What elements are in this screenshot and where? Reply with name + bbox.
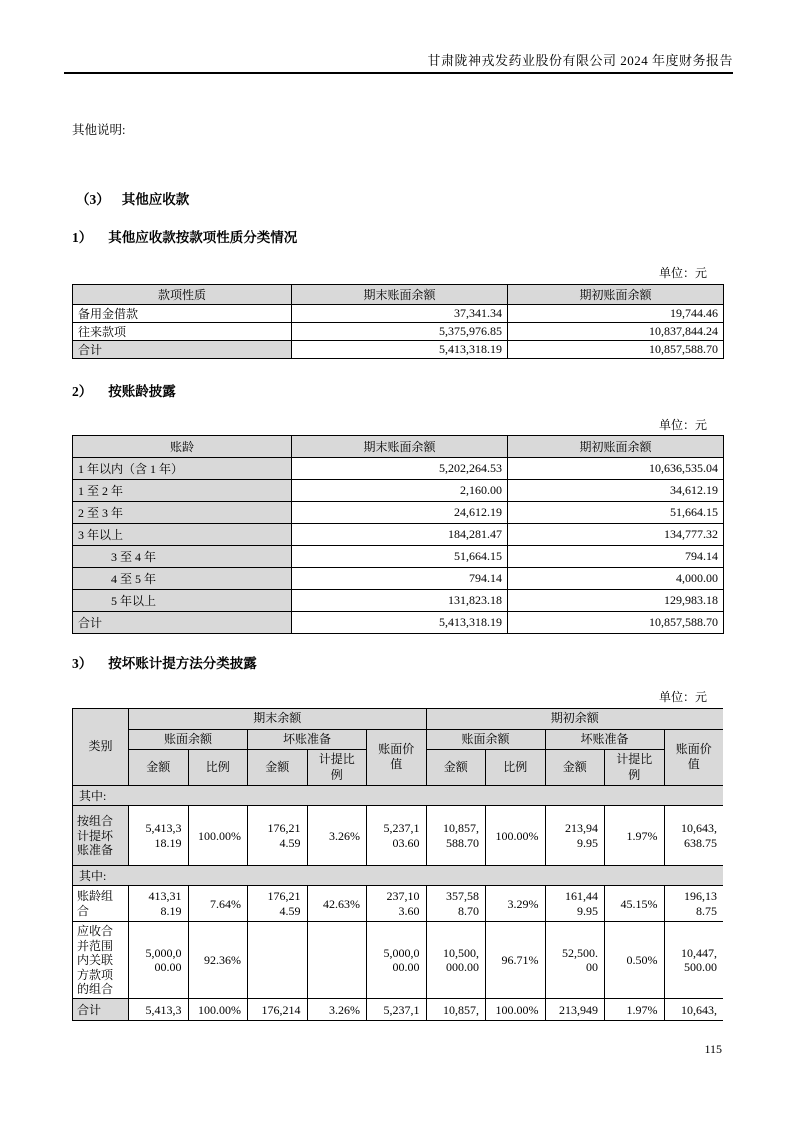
col-header-book-value: 账面价值 (367, 729, 427, 786)
table-cell: 2 至 3 年 (73, 502, 292, 524)
section-title: 其他应收款 (121, 192, 190, 207)
table-row (73, 458, 724, 480)
table-row (73, 480, 724, 502)
table-cell: 52,500.00 (545, 922, 605, 999)
table-header-row (73, 709, 724, 730)
table-cell: 100.00% (188, 806, 248, 866)
table-by-nature (72, 284, 724, 359)
table-cell: 134,777.32 (508, 524, 724, 546)
col-header-beginning-group: 期初余额 (426, 709, 723, 730)
col-header-amount: 金额 (248, 750, 308, 786)
unit-label: 单位：元 (658, 418, 707, 432)
subsection-marker: 3） (72, 656, 93, 671)
table-cell: 196,138.75 (664, 886, 723, 922)
table-cell: 7.64% (188, 886, 248, 922)
table-cell: 100.00% (188, 999, 248, 1021)
table-total-row (73, 999, 724, 1021)
col-header-amount: 金额 (129, 750, 189, 786)
table-divider-row (73, 866, 724, 886)
table-cell: 10,857, (426, 999, 486, 1021)
table-row (73, 546, 724, 568)
col-header-provision-ratio: 计提比例 (605, 750, 665, 786)
page-number: 115 (704, 1042, 722, 1056)
table-cell: 5,237,103.60 (367, 806, 427, 866)
table-cell: 96.71% (486, 922, 546, 999)
table-cell: 161,449.95 (545, 886, 605, 922)
table-header-row (73, 436, 724, 458)
col-header-provision-ratio: 计提比例 (307, 750, 367, 786)
table-cell: 1.97% (605, 999, 665, 1021)
col-header-beginning-balance: 期初账面余额 (508, 436, 724, 458)
table-cell: 176,214.59 (248, 886, 308, 922)
table-cell: 3.26% (307, 806, 367, 866)
table-cell: 176,214.59 (248, 806, 308, 866)
table-cell: 129,983.18 (508, 590, 724, 612)
unit-label: 单位：元 (658, 266, 707, 280)
subsection-marker: 2） (72, 384, 93, 399)
col-header-book-value: 账面价值 (664, 729, 723, 786)
table-cell: 3 至 4 年 (73, 546, 292, 568)
table-cell: 合计 (73, 999, 129, 1021)
table-row (73, 323, 724, 341)
table-cell: 413,318.19 (129, 886, 189, 922)
table-cell: 5 年以上 (73, 590, 292, 612)
table-by-aging (72, 435, 724, 634)
subsection-title: 按账龄披露 (108, 384, 176, 399)
table-cell: 176,214 (248, 999, 308, 1021)
table-cell: 213,949.95 (545, 806, 605, 866)
unit-label: 单位：元 (658, 690, 707, 704)
table-cell: 10,500,000.00 (426, 922, 486, 999)
table-cell: 5,413,3 (129, 999, 189, 1021)
table-cell: 42.63% (307, 886, 367, 922)
subsection-title: 其他应收款按款项性质分类情况 (108, 230, 298, 245)
table-row (73, 568, 724, 590)
table-cell: 37,341.34 (292, 305, 508, 323)
table-cell: 1 至 2 年 (73, 480, 292, 502)
subsection-heading-by-aging (72, 380, 176, 400)
section-marker: （3） (76, 192, 110, 207)
table-cell: 1.97% (605, 806, 665, 866)
col-header-beginning-balance: 期初账面余额 (508, 285, 724, 305)
table-cell: 357,588.70 (426, 886, 486, 922)
subsection-heading-by-nature (72, 226, 297, 246)
table-cell: 其中: (73, 786, 724, 806)
table-header-row (73, 729, 724, 750)
table-cell: 237,103.60 (367, 886, 427, 922)
page-header-title: 甘肃陇神戎发药业股份有限公司 2024 年度财务报告 (427, 53, 733, 68)
table-cell (248, 922, 308, 999)
table-row (73, 886, 724, 922)
table-cell: 24,612.19 (292, 502, 508, 524)
table-row (73, 524, 724, 546)
table-cell: 5,375,976.85 (292, 323, 508, 341)
table-cell: 100.00% (486, 806, 546, 866)
table-cell (307, 922, 367, 999)
table-row (73, 590, 724, 612)
table-cell: 19,744.46 (508, 305, 724, 323)
table-cell: 合计 (73, 341, 292, 359)
table-cell: 51,664.15 (292, 546, 508, 568)
table-by-provision-method-wrapper (72, 708, 723, 1021)
col-header-ratio: 比例 (486, 750, 546, 786)
col-header-aging: 账龄 (73, 436, 292, 458)
col-header-book-balance: 账面余额 (426, 729, 545, 750)
col-header-ratio: 比例 (188, 750, 248, 786)
table-cell: 34,612.19 (508, 480, 724, 502)
col-header-ending-group: 期末余额 (129, 709, 427, 730)
table-header-row (73, 285, 724, 305)
table-cell: 账龄组合 (73, 886, 129, 922)
table-divider-row (73, 786, 724, 806)
col-header-category: 类别 (73, 709, 129, 786)
table-cell: 往来款项 (73, 323, 292, 341)
table-cell: 3.29% (486, 886, 546, 922)
table-cell: 5,000,000.00 (367, 922, 427, 999)
table-cell: 100.00% (486, 999, 546, 1021)
table-cell: 184,281.47 (292, 524, 508, 546)
table-cell: 备用金借款 (73, 305, 292, 323)
table-row (73, 806, 724, 866)
table-cell: 5,413,318.19 (292, 612, 508, 634)
col-header-nature: 款项性质 (73, 285, 292, 305)
table-cell: 其中: (73, 866, 724, 886)
table-cell: 应收合并范围内关联方款项的组合 (73, 922, 129, 999)
table-cell: 4,000.00 (508, 568, 724, 590)
table-cell: 92.36% (188, 922, 248, 999)
table-cell: 5,413,318.19 (292, 341, 508, 359)
table-total-row (73, 612, 724, 634)
table-cell: 10,857,588.70 (426, 806, 486, 866)
col-header-ending-balance: 期末账面余额 (292, 285, 508, 305)
table-cell: 10,643, (664, 999, 723, 1021)
table-row (73, 922, 724, 999)
table-total-row (73, 341, 724, 359)
table-cell: 5,000,000.00 (129, 922, 189, 999)
table-cell: 5,202,264.53 (292, 458, 508, 480)
subsection-title: 按坏账计提方法分类披露 (108, 656, 257, 671)
table-cell: 794.14 (508, 546, 724, 568)
col-header-amount: 金额 (426, 750, 486, 786)
subsection-marker: 1） (72, 230, 93, 245)
col-header-ending-balance: 期末账面余额 (292, 436, 508, 458)
table-cell: 5,237,1 (367, 999, 427, 1021)
table-row (73, 502, 724, 524)
table-cell: 按组合计提坏账准备 (73, 806, 129, 866)
table-cell: 3 年以上 (73, 524, 292, 546)
table-cell: 4 至 5 年 (73, 568, 292, 590)
table-cell: 5,413,318.19 (129, 806, 189, 866)
table-cell: 10,837,844.24 (508, 323, 724, 341)
col-header-bad-debt-provision: 坏账准备 (248, 729, 367, 750)
table-row (73, 305, 724, 323)
table-cell: 10,857,588.70 (508, 612, 724, 634)
other-notes-label: 其他说明: (72, 123, 126, 137)
section-heading-other-receivables (76, 188, 189, 208)
col-header-bad-debt-provision: 坏账准备 (545, 729, 664, 750)
table-cell: 794.14 (292, 568, 508, 590)
table-cell: 2,160.00 (292, 480, 508, 502)
table-cell: 3.26% (307, 999, 367, 1021)
table-cell: 10,643,638.75 (664, 806, 723, 866)
col-header-amount: 金额 (545, 750, 605, 786)
col-header-book-balance: 账面余额 (129, 729, 248, 750)
table-cell: 131,823.18 (292, 590, 508, 612)
table-cell: 10,636,535.04 (508, 458, 724, 480)
table-cell: 51,664.15 (508, 502, 724, 524)
table-cell: 10,857,588.70 (508, 341, 724, 359)
table-cell: 1 年以内（含 1 年） (73, 458, 292, 480)
table-cell: 10,447,500.00 (664, 922, 723, 999)
subsection-heading-by-provision-method (72, 652, 257, 672)
header-rule (64, 72, 733, 74)
table-by-provision-method (72, 708, 723, 1021)
table-cell: 213,949 (545, 999, 605, 1021)
table-cell: 0.50% (605, 922, 665, 999)
table-cell: 45.15% (605, 886, 665, 922)
table-cell: 合计 (73, 612, 292, 634)
